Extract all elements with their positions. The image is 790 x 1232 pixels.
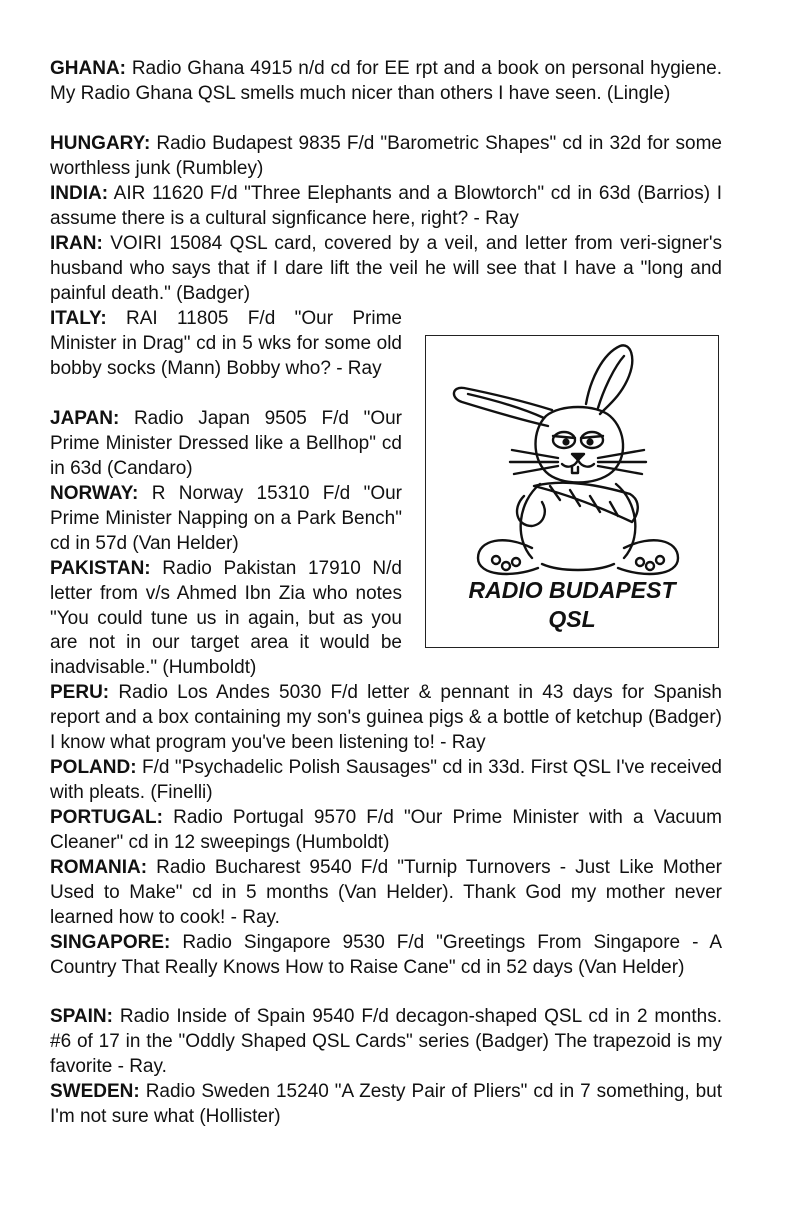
entry-peru	[50, 681, 722, 755]
entry-iran	[50, 232, 722, 306]
entry-hungary	[50, 132, 722, 182]
country-label: SWEDEN:	[50, 1081, 140, 1102]
entry-romania	[50, 856, 722, 930]
entry-india	[50, 182, 722, 232]
entry-norway	[50, 482, 402, 556]
country-label: POLAND:	[50, 757, 137, 778]
entry-text: Radio Bucharest 9540 F/d "Turnip Turnovers - Just Like Mother Used to Make" cd in 5 months (Van Helder). Thank God my mother never learned how to cook! - Ray.	[50, 857, 722, 928]
entry-singapore	[50, 931, 722, 981]
country-label: ITALY:	[50, 308, 107, 329]
country-label: HUNGARY:	[50, 133, 151, 154]
entry-text: Radio Pakistan 17910 N/d letter from v/s Ahmed Ibn Zia who notes "You could tune us in again, but as you are not in our target area it would be inadvisable." (Humboldt)	[50, 558, 402, 679]
rabbit-with-bandaged-arm-illustration	[426, 336, 717, 576]
entry-spain	[50, 1005, 722, 1079]
entry-poland	[50, 756, 722, 806]
entry-text: F/d "Psychadelic Polish Sausages" cd in 33d. First QSL I've received with pleats. (Finelli)	[50, 757, 722, 803]
entry-ghana	[50, 57, 722, 107]
entry-sweden	[50, 1080, 722, 1130]
country-label: SINGAPORE:	[50, 932, 171, 953]
entry-text: Radio Singapore 9530 F/d "Greetings From Singapore - A Country That Really Knows How to Raise Cane" cd in 52 days (Van Helder)	[50, 932, 722, 978]
qsl-caption-line-1: RADIO BUDAPEST	[468, 577, 676, 603]
country-label: NORWAY:	[50, 483, 139, 504]
entry-japan	[50, 407, 402, 481]
entry-italy	[50, 307, 402, 381]
entry-text: Radio Los Andes 5030 F/d letter & pennant in 43 days for Spanish report and a box containing my son's guinea pigs & a bottle of ketchup (Badger) I know what program you've been listening to! - Ray	[50, 682, 722, 753]
country-label: PERU:	[50, 682, 110, 703]
qsl-figure-box	[425, 335, 719, 648]
entry-text: Radio Budapest 9835 F/d "Barometric Shapes" cd in 32d for some worthless junk (Rumbley)	[50, 133, 722, 179]
country-label: ROMANIA:	[50, 857, 148, 878]
qsl-caption-line-2: QSL	[548, 606, 596, 632]
country-label: PAKISTAN:	[50, 558, 151, 579]
entry-text: R Norway 15310 F/d "Our Prime Minister Napping on a Park Bench" cd in 57d (Van Helder)	[50, 483, 402, 554]
entry-text: Radio Sweden 15240 "A Zesty Pair of Pliers" cd in 7 something, but I'm not sure what (Hollister)	[50, 1081, 722, 1127]
country-label: INDIA:	[50, 183, 109, 204]
entry-portugal	[50, 806, 722, 856]
entry-pakistan	[50, 557, 402, 681]
country-label: IRAN:	[50, 233, 103, 254]
country-label: JAPAN:	[50, 408, 120, 429]
country-label: GHANA:	[50, 58, 126, 79]
entry-text: RAI 11805 F/d "Our Prime Minister in Drag" cd in 5 wks for some old bobby socks (Mann) Bobby who? - Ray	[50, 308, 402, 379]
entry-text: VOIRI 15084 QSL card, covered by a veil, and letter from veri-signer's husband who says that if I dare lift the veil he will see that I have a "long and painful death." (Badger)	[50, 233, 722, 304]
entry-text: Radio Portugal 9570 F/d "Our Prime Minister with a Vacuum Cleaner" cd in 12 sweepings (Humboldt)	[50, 807, 722, 853]
entry-text: AIR 11620 F/d "Three Elephants and a Blowtorch" cd in 63d (Barrios) I assume there is a cultural signficance here, right? - Ray	[50, 183, 722, 229]
country-label: PORTUGAL:	[50, 807, 163, 828]
entry-text: Radio Ghana 4915 n/d cd for EE rpt and a book on personal hygiene. My Radio Ghana QSL smells much nicer than others I have seen. (Lingle)	[50, 58, 722, 104]
entry-text: Radio Inside of Spain 9540 F/d decagon-shaped QSL cd in 2 months. #6 of 17 in the "Oddly Shaped QSL Cards" series (Badger) The trapezoid is my favorite - Ray.	[50, 1006, 722, 1077]
country-label: SPAIN:	[50, 1006, 113, 1027]
entry-text: Radio Japan 9505 F/d "Our Prime Minister Dressed like a Bellhop" cd in 63d (Candaro)	[50, 408, 402, 479]
